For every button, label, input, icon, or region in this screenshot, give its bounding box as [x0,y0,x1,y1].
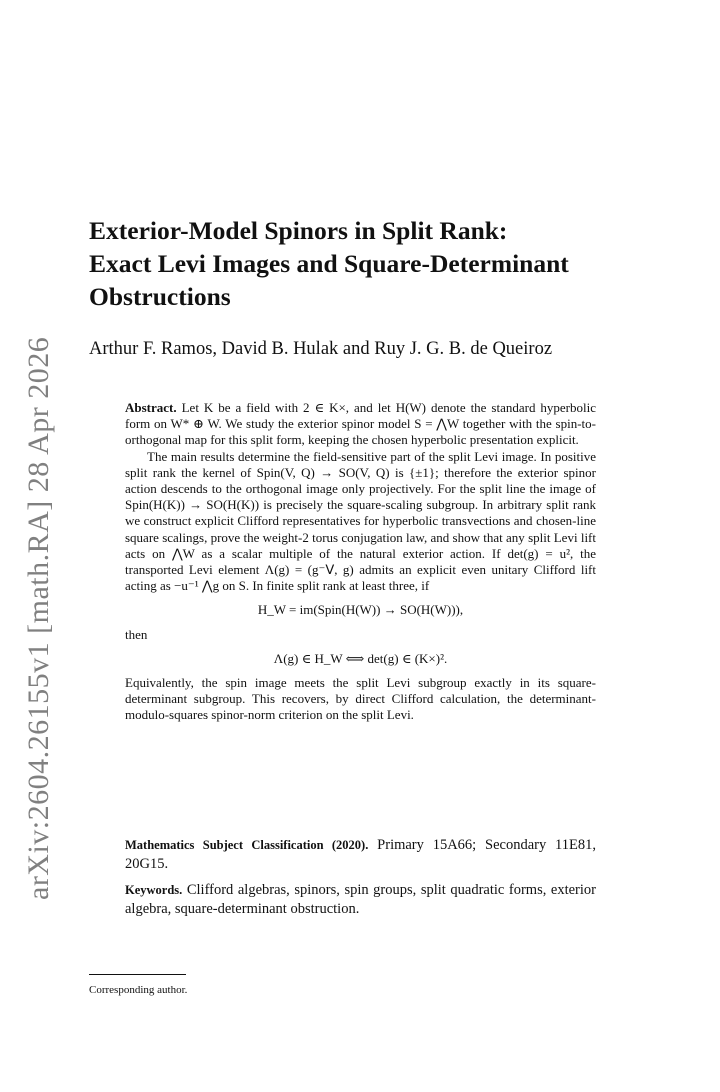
abstract-text-1: Let K be a field with 2 ∈ K×, and let H(W) denote the standard hyperbolic form on W* ⊕ W. We study the exterior spinor model S = ⋀W together with the spin-to-orthogonal map for this split form, keeping the chosen hyperbolic presentation explicit. [125,400,597,448]
display-equation-hw: H_W = im(Spin(H(W)) → SO(H(W))), [257,602,464,618]
abstract-paragraph-1 [125,400,596,449]
msc-text: Primary 15A66; Secondary 11E81, 20G15. [125,837,597,872]
abstract-label: Abstract. [125,400,177,415]
keywords-label: Keywords. [125,883,183,897]
keywords [125,881,596,919]
msc-label: Mathematics Subject Classification (2020). [125,838,369,852]
footnote-corresponding-author: Corresponding author. [89,984,188,996]
title-line-3: Obstructions [89,282,231,311]
abstract-paragraph-3: Equivalently, the spin image meets the split Levi subgroup exactly in its square-determinant subgroup. This recovers, by direct Clifford calculation, the determinant-modulo-squares spinor-norm criterion on the split Levi. [125,675,596,723]
author-list: Arthur F. Ramos, David B. Hulak and Ruy J. G. B. de Queiroz [89,339,553,359]
title-line-1: Exterior-Model Spinors in Split Rank: [89,216,508,245]
title-line-2: Exact Levi Images and Square-Determinant [89,249,569,278]
abstract-then: then [125,626,148,642]
paper-title [89,214,669,313]
display-equation-criterion: Λ(g) ∈ H_W ⟺ det(g) ∈ (K×)². [273,650,448,666]
abstract-paragraph-2: The main results determine the field-sensitive part of the split Levi image. In positive split rank the kernel of Spin(V, Q) → SO(V, Q) is {±1}; therefore the exterior spinor action descends to the orthogonal image only projectively. For the split line the image of Spin(H(K)) → SO(H(K)) is precisely the square-scaling subgroup. In arbitrary split rank we construct explicit Clifford representatives for hyperbolic transvections and chosen-line square scalings, prove the weight-2 torus conjugation law, and show that any split Levi lift acts on ⋀W as a scalar multiple of the natural exterior action. If det(g) = u², the transported Levi element Λ(g) = (g⁻ᐯ, g) admits an explicit even unitary Clifford lift acting as −u⁻¹ ⋀g on S. In finite split rank at least three, if [125,448,596,594]
abstract-block [125,400,596,724]
footnote-divider [89,974,186,975]
subject-classification [125,836,596,874]
keywords-text: Clifford algebras, spinors, spin groups, split quadratic forms, exterior algebra, square-determinant obstruction. [125,882,596,917]
arxiv-identifier-stamp: arXiv:2604.26155v1 [math.RA] 28 Apr 2026 [22,336,55,900]
